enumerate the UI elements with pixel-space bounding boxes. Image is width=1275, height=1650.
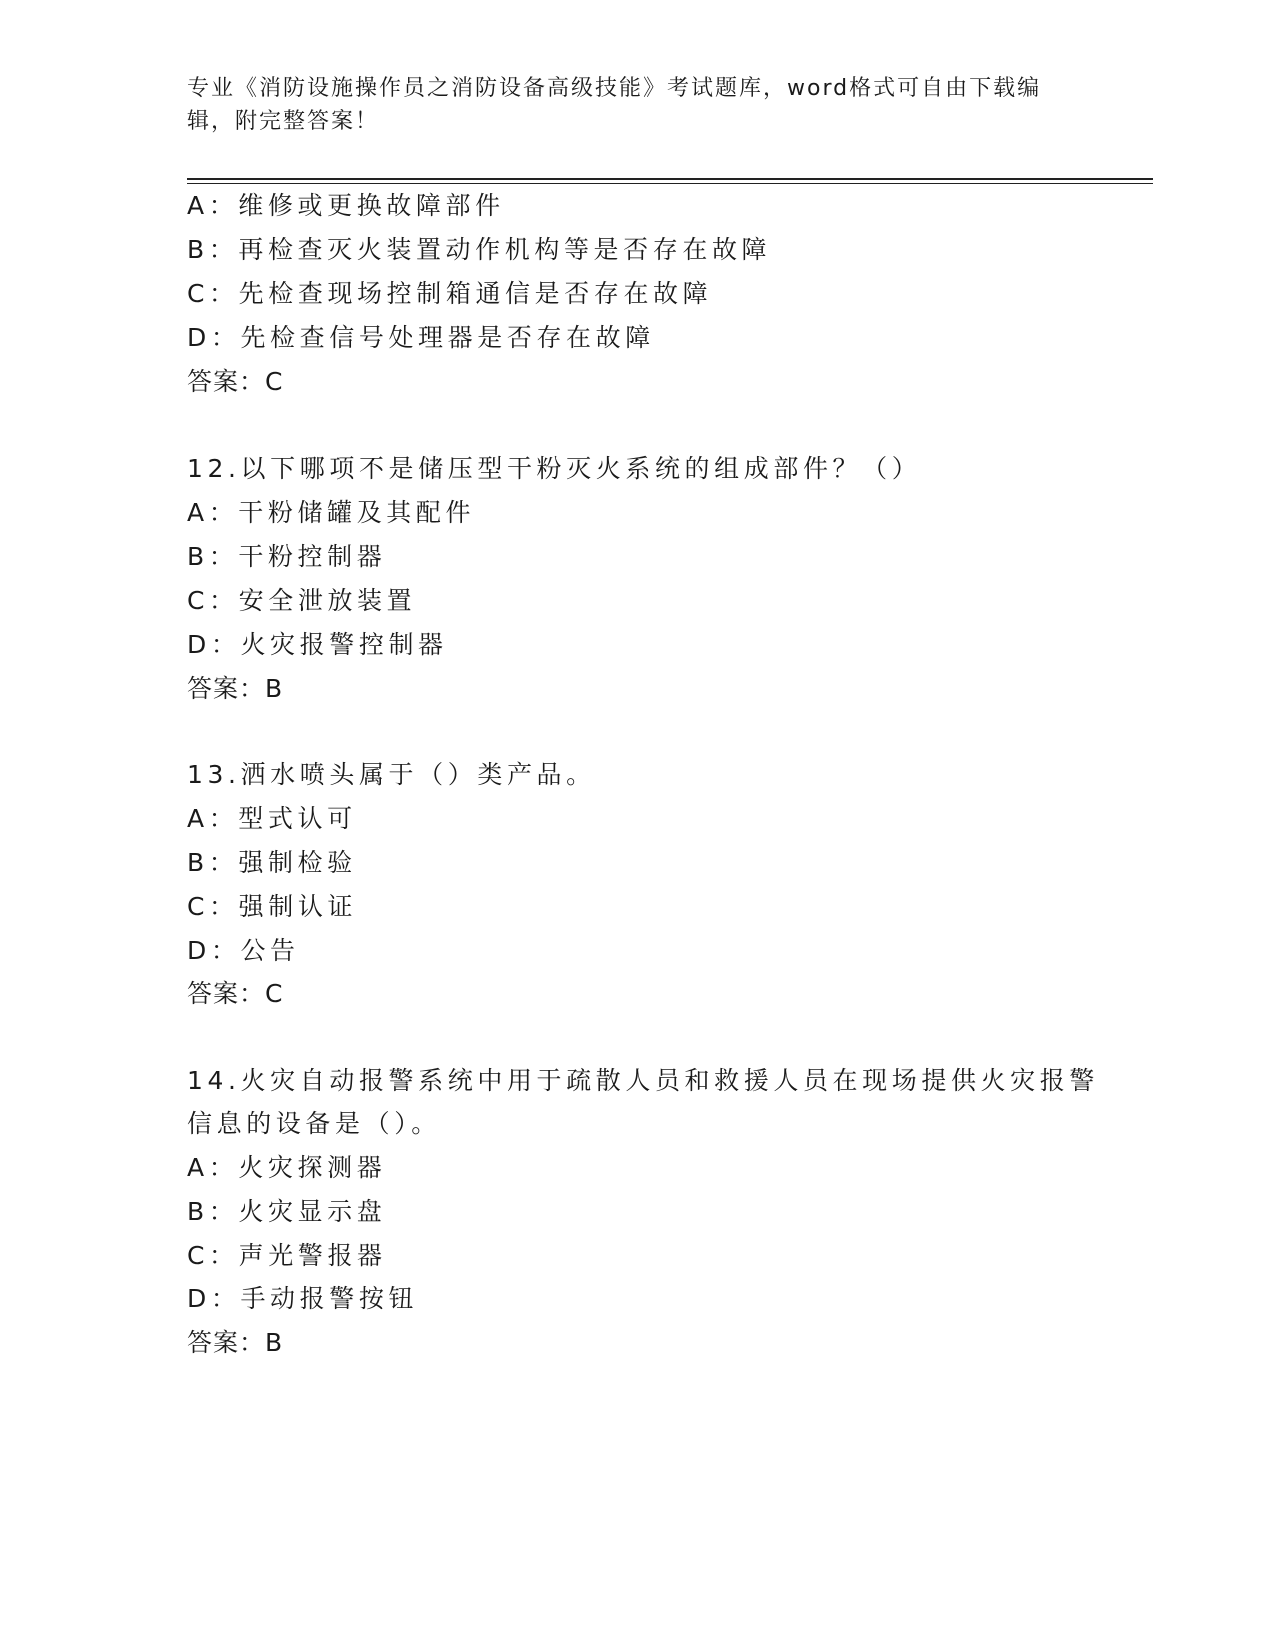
header-rule-thick	[187, 178, 1153, 180]
q11-option-c: C：先检查现场控制箱通信是否存在故障	[187, 279, 713, 308]
header-line-1: 专业《消防设施操作员之消防设备高级技能》考试题库，word格式可自由下载编	[187, 76, 1042, 101]
header-rule-thin	[187, 183, 1153, 184]
q11-answer: 答案：C	[187, 367, 284, 396]
q13-option-c: C：强制认证	[187, 892, 358, 921]
q14-title-line-2: 信息的设备是（）。	[187, 1109, 441, 1138]
q12-option-d: D：火灾报警控制器	[187, 630, 448, 659]
q11-option-d: D：先检查信号处理器是否存在故障	[187, 323, 655, 352]
q14-option-c: C：声光警报器	[187, 1241, 387, 1270]
q14-answer: 答案：B	[187, 1328, 284, 1357]
header-line-2: 辑，附完整答案！	[187, 109, 380, 134]
q13-title: 13.洒水喷头属于（）类产品。	[187, 760, 596, 789]
document-header	[187, 72, 1067, 138]
q12-answer: 答案：B	[187, 674, 284, 703]
q14-option-d: D：手动报警按钮	[187, 1284, 419, 1313]
q13-answer: 答案：C	[187, 979, 284, 1008]
q12-option-b: B：干粉控制器	[187, 542, 387, 571]
q11-option-a: A：维修或更换故障部件	[187, 191, 505, 220]
q14-option-b: B：火灾显示盘	[187, 1197, 387, 1226]
q12-option-c: C：安全泄放装置	[187, 586, 417, 615]
q13-option-b: B：强制检验	[187, 848, 357, 877]
q12-option-a: A：干粉储罐及其配件	[187, 498, 476, 527]
q11-option-b: B：再检查灭火装置动作机构等是否存在故障	[187, 235, 772, 264]
q12-title: 12.以下哪项不是储压型干粉灭火系统的组成部件？（）	[187, 454, 922, 483]
q14-title-line-1: 14.火灾自动报警系统中用于疏散人员和救援人员在现场提供火灾报警	[187, 1066, 1099, 1095]
q13-option-a: A：型式认可	[187, 804, 357, 833]
q13-option-d: D：公告	[187, 936, 300, 965]
q14-option-a: A：火灾探测器	[187, 1153, 387, 1182]
